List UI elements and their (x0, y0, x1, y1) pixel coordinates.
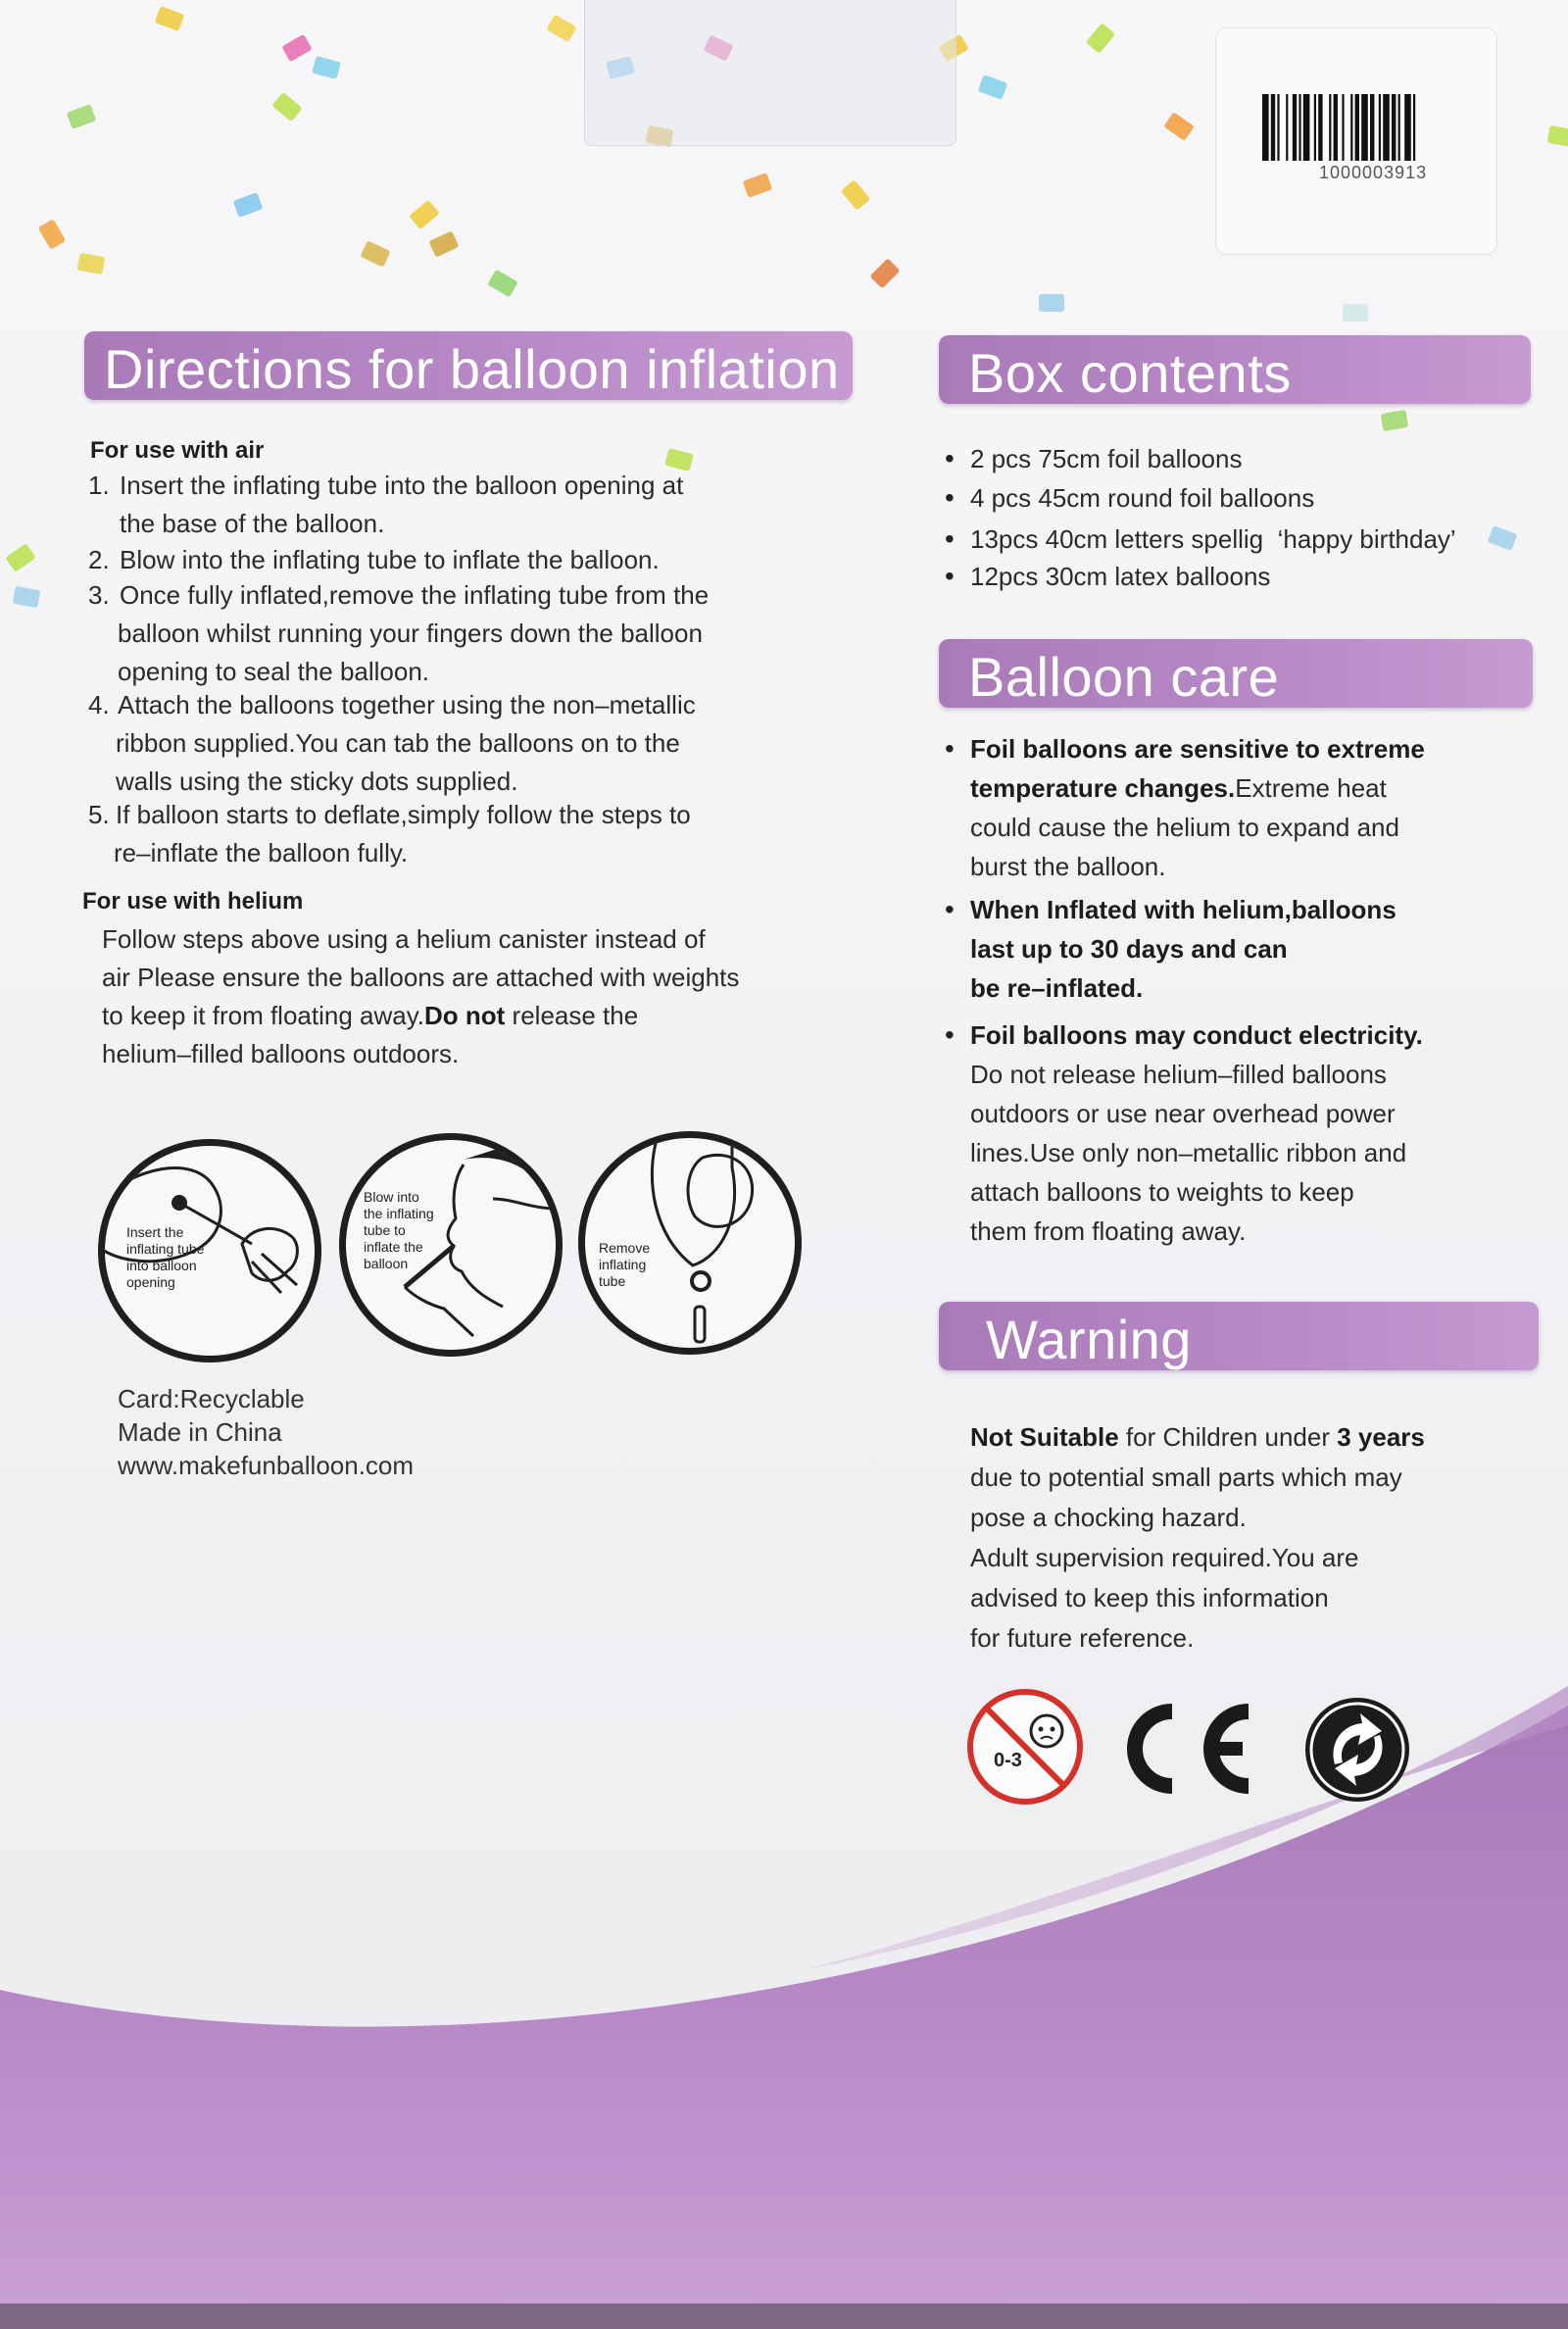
helium-line: Follow steps above using a helium canister instead of (102, 924, 706, 954)
air-subtitle: For use with air (90, 437, 265, 464)
step-line: Insert the inflating tube into the balloon opening at (120, 471, 684, 500)
label-line: inflate the (364, 1239, 423, 1255)
barcode-bar (1361, 94, 1368, 161)
barcode-bar (1413, 94, 1415, 161)
directions-title: Directions for balloon inflation (104, 338, 840, 400)
label-line: Blow into (364, 1189, 419, 1205)
warning-line: for future reference. (970, 1623, 1195, 1653)
warning-line: due to potential small parts which may (970, 1462, 1402, 1492)
care-text: lines.Use only non–metallic ribbon and (970, 1138, 1407, 1167)
barcode-bar (1277, 94, 1279, 161)
helium-line (102, 997, 808, 1035)
label-line: opening (126, 1274, 175, 1290)
confetti-piece (1343, 304, 1368, 322)
barcode-bar (1383, 94, 1390, 161)
balloon-care-header (939, 639, 1533, 708)
warning-title: Warning (986, 1309, 1192, 1370)
do-not-bold: Do not (424, 1001, 506, 1030)
warning-bold: Not Suitable (970, 1422, 1119, 1452)
step-line: ribbon supplied.You can tab the balloons on to the (116, 728, 680, 758)
barcode-bar (1370, 94, 1374, 161)
helium-line: helium–filled balloons outdoors. (102, 1039, 460, 1068)
barcode-bar (1318, 94, 1322, 161)
warning-line: advised to keep this information (970, 1583, 1329, 1612)
blow-tube-icon (339, 1133, 563, 1357)
window-panel (584, 0, 956, 146)
warning-header (939, 1302, 1539, 1370)
care-text: burst the balloon. (970, 852, 1166, 881)
barcode-bar (1350, 94, 1352, 161)
care-text: outdoors or use near overhead power (970, 1099, 1396, 1128)
care-bold: Foil balloons are sensitive to extreme (970, 734, 1425, 764)
step-line: If balloon starts to deflate,simply follow the steps to (116, 800, 691, 829)
barcode-bar (1329, 94, 1331, 161)
label-line: balloon (364, 1256, 409, 1271)
box-contents-title: Box contents (968, 342, 1292, 404)
care-text: Extreme heat (1235, 773, 1387, 803)
care-text: could cause the helium to expand and (970, 813, 1399, 842)
barcode-bar (1271, 94, 1275, 161)
barcode-bar (1303, 94, 1310, 161)
care-bold: be re–inflated. (970, 973, 1144, 1003)
care-bold: last up to 30 days and can (970, 934, 1288, 964)
ce-mark-icon (1109, 1698, 1266, 1800)
helium-after: release the (505, 1001, 639, 1030)
insert-tube-icon (98, 1139, 321, 1363)
barcode-icon (1262, 94, 1492, 161)
label-line: inflating tube (126, 1241, 205, 1257)
label-line: Remove (599, 1240, 651, 1256)
barcode-bar (1293, 94, 1297, 161)
step-line: the base of the balloon. (120, 509, 385, 538)
list-item: • 2 pcs 75cm foil balloons (970, 439, 1242, 478)
barcode-bar (1334, 94, 1338, 161)
barcode-bar (1342, 94, 1344, 161)
warning-bold: 3 years (1337, 1422, 1425, 1452)
step-line: Once fully inflated,remove the inflating tube from the (120, 580, 710, 610)
step-number: 5. (88, 800, 110, 829)
confetti-piece (1039, 294, 1064, 312)
remove-tube-icon (578, 1131, 802, 1355)
step-line: opening to seal the balloon. (118, 657, 430, 686)
list-item: • 13pcs 40cm letters spellig ‘happy birthday’ (970, 520, 1456, 559)
barcode-bar (1355, 94, 1359, 161)
barcode-bar (1379, 94, 1381, 161)
step-line: balloon whilst running your fingers down the balloon (118, 619, 703, 648)
list-item: • 4 pcs 45cm round foil balloons (970, 478, 1314, 518)
website-text: www.makefunballoon.com (118, 1451, 415, 1480)
barcode-bar (1404, 94, 1411, 161)
age-range-text: 0-3 (994, 1750, 1022, 1771)
label-line: inflating (599, 1257, 647, 1272)
care-item (970, 729, 1519, 886)
care-text: Do not release helium–filled balloons (970, 1060, 1387, 1089)
barcode-bar (1314, 94, 1316, 161)
barcode-bar (1286, 94, 1288, 161)
step-number: 4. (88, 690, 110, 719)
helium-line-text: to keep it from floating away. (102, 1001, 425, 1030)
barcode-bar (1298, 94, 1300, 161)
care-item (970, 1016, 1519, 1251)
blow-tube-label (364, 1189, 434, 1272)
warning-line: pose a chocking hazard. (970, 1503, 1247, 1532)
care-text: attach balloons to weights to keep (970, 1177, 1354, 1207)
box-contents-header (939, 335, 1531, 404)
barcode-bar (1262, 94, 1269, 161)
recycle-icon (1301, 1694, 1413, 1806)
label-line: into balloon (126, 1258, 197, 1273)
package-footer (118, 1382, 414, 1482)
warning-inline: for Children under (1118, 1422, 1338, 1452)
care-bold: temperature changes. (970, 773, 1236, 803)
helium-text (102, 920, 808, 1073)
warning-line: Adult supervision required.You are (970, 1543, 1359, 1572)
label-line: Insert the (126, 1224, 184, 1240)
barcode-bar (1398, 94, 1400, 161)
age-warning-icon (964, 1686, 1086, 1808)
step-number: 1. (88, 471, 110, 500)
warning-text (970, 1417, 1529, 1659)
label-line: tube to (364, 1222, 406, 1238)
step-number: 2. (88, 545, 110, 574)
care-text: them from floating away. (970, 1216, 1247, 1246)
label-line: tube (599, 1273, 626, 1289)
made-in-text: Made in China (118, 1417, 282, 1447)
directions-header (84, 331, 853, 400)
list-item: • 12pcs 30cm latex balloons (970, 557, 1270, 596)
step-line: re–inflate the balloon fully. (114, 838, 409, 867)
insert-tube-label (126, 1224, 204, 1291)
care-item (970, 890, 1519, 1008)
barcode-bar (1392, 94, 1396, 161)
barcode-number: 1000003913 (1319, 163, 1428, 182)
balloon-care-title: Balloon care (968, 646, 1280, 708)
label-line: the inflating (364, 1206, 434, 1221)
step-line: walls using the sticky dots supplied. (116, 767, 518, 796)
step-line: Blow into the inflating tube to inflate the balloon. (120, 545, 660, 574)
helium-line: air Please ensure the balloons are attached with weights (102, 963, 740, 992)
recyclable-text: Card:Recyclable (118, 1384, 305, 1413)
step-line: Attach the balloons together using the non–metallic (118, 690, 696, 719)
care-bold: When Inflated with helium,balloons (970, 895, 1396, 924)
helium-subtitle: For use with helium (82, 888, 304, 915)
care-bold: Foil balloons may conduct electricity. (970, 1020, 1423, 1050)
remove-tube-label (599, 1240, 650, 1290)
step-number: 3. (88, 580, 110, 610)
